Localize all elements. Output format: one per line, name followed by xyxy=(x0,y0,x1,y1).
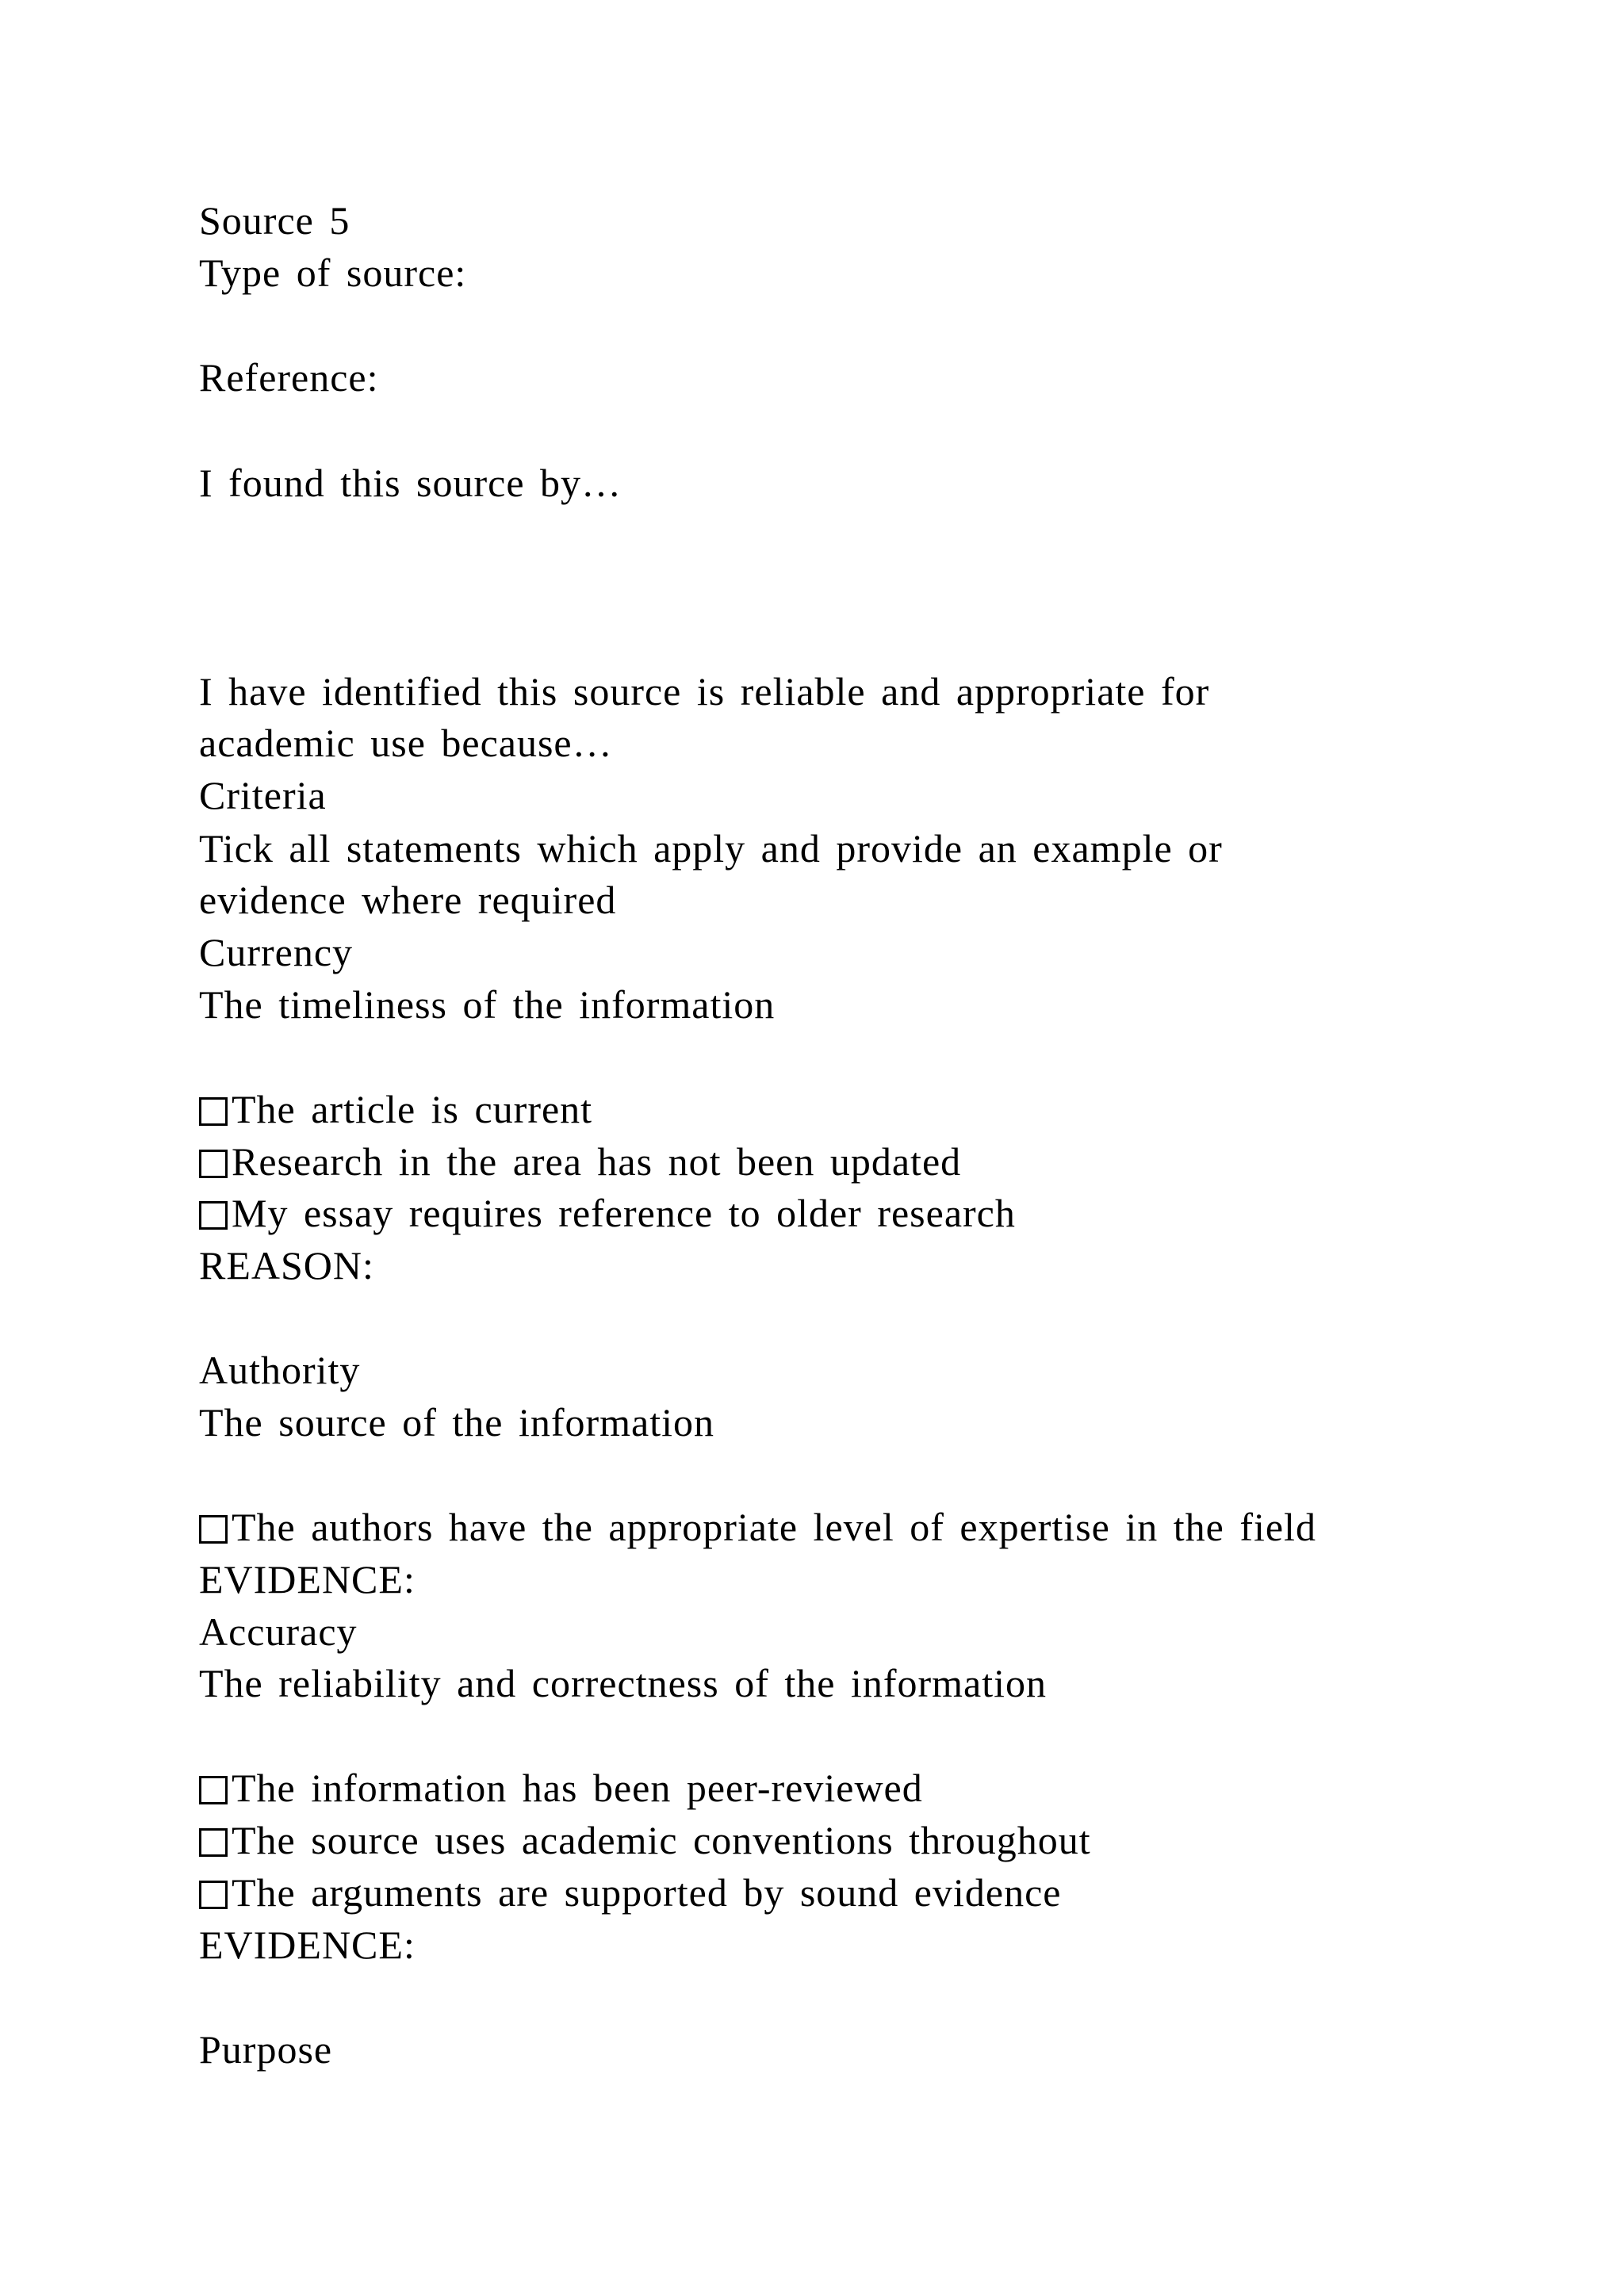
currency-item-label: Research in the area has not been updated xyxy=(232,1139,962,1184)
authority-heading: Authority xyxy=(199,1348,361,1392)
accuracy-item-label: The source uses academic conventions throughout xyxy=(232,1818,1091,1862)
accuracy-item-label: The information has been peer-reviewed xyxy=(232,1766,923,1810)
reference-label: Reference: xyxy=(199,355,379,400)
accuracy-heading: Accuracy xyxy=(199,1609,358,1654)
accuracy-item[interactable] xyxy=(199,1869,1061,1916)
currency-item[interactable] xyxy=(199,1189,1016,1237)
checkbox-icon[interactable] xyxy=(199,1515,228,1544)
purpose-heading: Purpose xyxy=(199,2027,333,2072)
instructions-line-1: Tick all statements which apply and provide an example or xyxy=(199,826,1223,871)
criteria-heading: Criteria xyxy=(199,773,327,817)
currency-item-label: The article is current xyxy=(232,1087,593,1131)
currency-item-label: My essay requires reference to older research xyxy=(232,1191,1016,1235)
checkbox-icon[interactable] xyxy=(199,1097,228,1126)
accuracy-evidence-label: EVIDENCE: xyxy=(199,1923,416,1967)
instructions-line-2: evidence where required xyxy=(199,878,617,922)
checkbox-icon[interactable] xyxy=(199,1828,228,1857)
authority-item-label: The authors have the appropriate level of expertise in the field xyxy=(232,1505,1316,1549)
checkbox-icon[interactable] xyxy=(199,1776,228,1804)
checkbox-icon[interactable] xyxy=(199,1881,228,1909)
accuracy-item-label: The arguments are supported by sound evidence xyxy=(232,1870,1062,1915)
authority-evidence-label: EVIDENCE: xyxy=(199,1557,416,1601)
accuracy-description: The reliability and correctness of the information xyxy=(199,1661,1047,1705)
currency-item[interactable] xyxy=(199,1138,961,1185)
currency-reason-label: REASON: xyxy=(199,1243,374,1288)
currency-item[interactable] xyxy=(199,1085,592,1133)
checkbox-icon[interactable] xyxy=(199,1201,228,1230)
accuracy-item[interactable] xyxy=(199,1764,923,1812)
currency-description: The timeliness of the information xyxy=(199,982,776,1027)
reliable-intro-line-2: academic use because… xyxy=(199,721,613,765)
authority-description: The source of the information xyxy=(199,1400,715,1445)
currency-heading: Currency xyxy=(199,930,354,974)
found-by-label: I found this source by… xyxy=(199,461,622,505)
authority-item[interactable] xyxy=(199,1503,1316,1551)
accuracy-item[interactable] xyxy=(199,1816,1091,1864)
type-of-source-label: Type of source: xyxy=(199,251,467,295)
checkbox-icon[interactable] xyxy=(199,1150,228,1178)
source-heading: Source 5 xyxy=(199,198,350,243)
reliable-intro-line-1: I have identified this source is reliable and appropriate for xyxy=(199,669,1210,714)
